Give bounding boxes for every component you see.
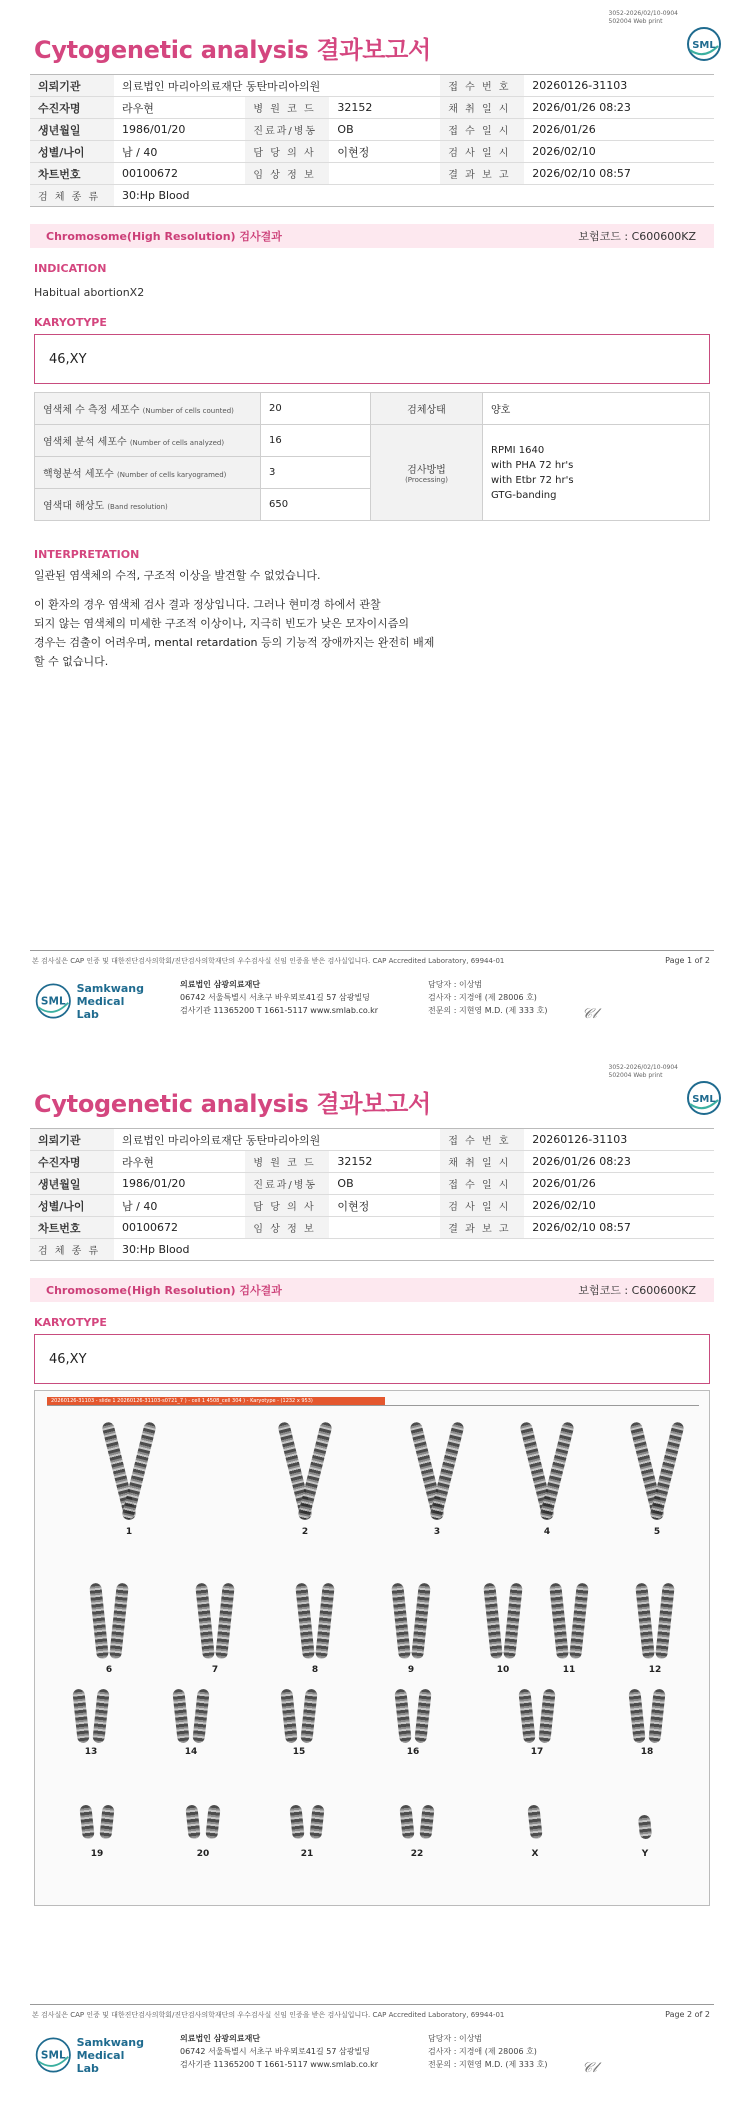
svg-text:SML: SML	[40, 2049, 66, 2062]
chromosome-label: 17	[530, 1747, 544, 1757]
chromosome-14	[192, 1689, 210, 1744]
lab-info: 의료법인 삼광의료재단 06742 서울특별시 서초구 바우뫼로41길 57 삼광빌딩 검사기관 11365200 T 1661-5117 www.smlab.co.kr	[180, 2034, 379, 2069]
chromosome-label: X	[531, 1849, 539, 1859]
chromosome-label: 19	[90, 1849, 104, 1859]
chromosome-8	[315, 1583, 335, 1659]
page-number: Page 1 of 2	[665, 956, 710, 965]
chromosome-label: 5	[653, 1527, 661, 1537]
interpretation-heading: INTERPRETATION	[34, 548, 140, 561]
chromosome-12	[635, 1583, 655, 1659]
chromosome-10	[483, 1583, 503, 1659]
chromosome-17	[518, 1689, 536, 1744]
report-page-1	[0, 0, 744, 1050]
chromosome-22	[399, 1804, 414, 1839]
patient-info-table: 의뢰기관 의료법인 마리아의료재단 동탄마리아의원 접 수 번 호 20260126-31103 수진자명 라우현 병 원 코 드 32152 채 취 일 시 2026/01/26 08:23 생년월일 1986/01/20 진료과/병동 OB 접 수 일 시 2026/01/26 성별/나이 남 / 40 담 당 의 사 이현정 검 사 일 시 2026/02/10 차트번호 00100672 임 상 정 보 결 과 보 고 2026/02/10 08:57 검 체 종 류 30:Hp Blood	[30, 1128, 714, 1261]
chromosome-label: Y	[641, 1849, 649, 1859]
chromosome-9	[391, 1583, 411, 1659]
chromosome-5	[649, 1421, 685, 1521]
chromosome-label: 10	[496, 1665, 510, 1675]
chromosome-18	[628, 1689, 646, 1744]
chromosome-9	[411, 1583, 431, 1659]
sml-logo-icon	[34, 979, 73, 1023]
chromosome-label: 6	[105, 1665, 113, 1675]
chromosome-label: 12	[648, 1665, 662, 1675]
karyogram-image	[34, 1390, 710, 1906]
patient-info-table: 의뢰기관 의료법인 마리아의료재단 동탄마리아의원 접 수 번 호 20260126-31103 수진자명 라우현 병 원 코 드 32152 채 취 일 시 2026/01/26 08:23 생년월일 1986/01/20 진료과/병동 OB 접 수 일 시 2026/01/26 성별/나이 남 / 40 담 당 의 사 이현정 검 사 일 시 2026/02/10 차트번호 00100672 임 상 정 보 결 과 보 고 2026/02/10 08:57 검 체 종 류 30:Hp Blood	[30, 74, 714, 207]
chromosome-label: 16	[406, 1747, 420, 1757]
chromosome-11	[569, 1583, 589, 1659]
staff-info: 담당자 : 이상범 검사자 : 지경애 (제 28006 호) 전문의 : 지현영 M.D. (제 333 호)	[428, 2034, 548, 2069]
sml-logo-icon	[34, 2033, 73, 2077]
indication-text: Habitual abortionX2	[34, 286, 145, 299]
chromosome-X	[527, 1804, 542, 1839]
chromosome-label: 8	[311, 1665, 319, 1675]
processing-table: 염색체 수 측정 세포수 (Number of cells counted) 20 검체상태 양호 염색체 분석 세포수 (Number of cells analyzed) 16 검사방법 (Processing) RPMI 1640 with PHA 72 hr's with Etbr 72 hr's GTG-banding 핵형분석 세포수 (Number of cells karyogramed) 3 염색대 해상도 (Band resolution) 650	[34, 392, 710, 521]
chromosome-20	[205, 1804, 220, 1839]
signature: 𝒞𝓁	[582, 2060, 597, 2076]
print-reference: 3052-2026/02/10-0904 502004 Web print	[608, 10, 678, 25]
footer-divider	[30, 2004, 714, 2005]
chromosome-label: 21	[300, 1849, 314, 1859]
svg-text:SML: SML	[40, 995, 66, 1008]
chromosome-17	[538, 1689, 556, 1744]
karyotype-heading: KARYOTYPE	[34, 1316, 107, 1329]
chromosome-8	[295, 1583, 315, 1659]
chromosome-12	[655, 1583, 675, 1659]
chromosome-label: 2	[301, 1527, 309, 1537]
chromosome-label: 9	[407, 1665, 415, 1675]
chromosome-1	[121, 1421, 157, 1521]
chromosome-label: 13	[84, 1747, 98, 1757]
accreditation-note: 본 검사실은 CAP 인증 및 대한진단검사의학회/진단검사의학재단의 우수검사실 신임 인증을 받은 검사실입니다. CAP Accredited Laboratory, 69944-01	[32, 2011, 505, 2019]
chromosome-label: 3	[433, 1527, 441, 1537]
chromosome-20	[185, 1804, 200, 1839]
chromosome-Y	[638, 1815, 652, 1840]
chromosome-label: 15	[292, 1747, 306, 1757]
chromosome-6	[89, 1583, 109, 1659]
chromosome-label: 1	[125, 1527, 133, 1537]
chromosome-7	[195, 1583, 215, 1659]
accreditation-note: 본 검사실은 CAP 인증 및 대한진단검사의학회/진단검사의학재단의 우수검사실 신임 인증을 받은 검사실입니다. CAP Accredited Laboratory, 69944-01	[32, 957, 505, 965]
result-section-bar: Chromosome(High Resolution) 검사결과 보험코드 : C600600KZ	[30, 1278, 714, 1302]
chromosome-2	[297, 1421, 333, 1521]
karyotype-heading: KARYOTYPE	[34, 316, 107, 329]
page-number: Page 2 of 2	[665, 2010, 710, 2019]
karyogram-header: 20260126-31103 - slide 1 20260126-31103-s0721_7 ) - cell 1 4508_cell 304 ) - Karyotype - (1232 x 953)	[47, 1397, 385, 1405]
sml-logo-icon	[686, 1080, 722, 1116]
chromosome-label: 11	[562, 1665, 576, 1675]
svg-text:SML: SML	[692, 1094, 716, 1105]
karyotype-result: 46,XY	[34, 1334, 710, 1384]
chromosome-label: 14	[184, 1747, 198, 1757]
chromosome-18	[648, 1689, 666, 1744]
chromosome-21	[309, 1804, 324, 1839]
karyotype-result: 46,XY	[34, 334, 710, 384]
chromosome-13	[92, 1689, 110, 1744]
chromosome-4	[539, 1421, 575, 1521]
chromosome-label: 7	[211, 1665, 219, 1675]
result-section-bar: Chromosome(High Resolution) 검사결과 보험코드 : C600600KZ	[30, 224, 714, 248]
chromosome-label: 4	[543, 1527, 551, 1537]
sml-logo-icon	[686, 26, 722, 62]
report-title: Cytogenetic analysis 결과보고서	[34, 36, 431, 64]
chromosome-10	[503, 1583, 523, 1659]
chromosome-15	[300, 1689, 318, 1744]
lab-info: 의료법인 삼광의료재단 06742 서울특별시 서초구 바우뫼로41길 57 삼광빌딩 검사기관 11365200 T 1661-5117 www.smlab.co.kr	[180, 980, 379, 1015]
chromosome-21	[289, 1804, 304, 1839]
chromosome-11	[549, 1583, 569, 1659]
chromosome-label: 18	[640, 1747, 654, 1757]
chromosome-19	[79, 1804, 94, 1839]
interpretation-text: 일관된 염색체의 수적, 구조적 이상을 발견할 수 없었습니다. 이 환자의 경우 염색체 검사 결과 정상입니다. 그러나 현미경 하에서 관찰 되지 않는 염색체의 미세한 구조적 이상이나, 지극히 빈도가 낮은 모자이시즘의 경우는 검출이 어려우며, mental retardation 등의 기능적 장애까지는 완전히 배제 할 수 없습니다.	[34, 569, 435, 668]
indication-heading: INDICATION	[34, 262, 107, 275]
chromosome-16	[414, 1689, 432, 1744]
chromosome-16	[394, 1689, 412, 1744]
footer-divider	[30, 950, 714, 951]
chromosome-19	[99, 1804, 114, 1839]
chromosome-14	[172, 1689, 190, 1744]
samkwang-logo: SML Samkwang Medical Lab	[34, 2034, 144, 2076]
chromosome-label: 22	[410, 1849, 424, 1859]
report-title: Cytogenetic analysis 결과보고서	[34, 1090, 431, 1118]
chromosome-15	[280, 1689, 298, 1744]
chromosome-13	[72, 1689, 90, 1744]
chromosome-7	[215, 1583, 235, 1659]
print-reference: 3052-2026/02/10-0904 502004 Web print	[608, 1064, 678, 1079]
chromosome-3	[429, 1421, 465, 1521]
signature: 𝒞𝓁	[582, 1006, 597, 1022]
staff-info: 담당자 : 이상범 검사자 : 지경애 (제 28006 호) 전문의 : 지현영 M.D. (제 333 호)	[428, 980, 548, 1015]
samkwang-logo: SML Samkwang Medical Lab	[34, 980, 144, 1022]
chromosome-22	[419, 1804, 434, 1839]
svg-text:SML: SML	[692, 40, 716, 51]
chromosome-6	[109, 1583, 129, 1659]
chromosome-label: 20	[196, 1849, 210, 1859]
